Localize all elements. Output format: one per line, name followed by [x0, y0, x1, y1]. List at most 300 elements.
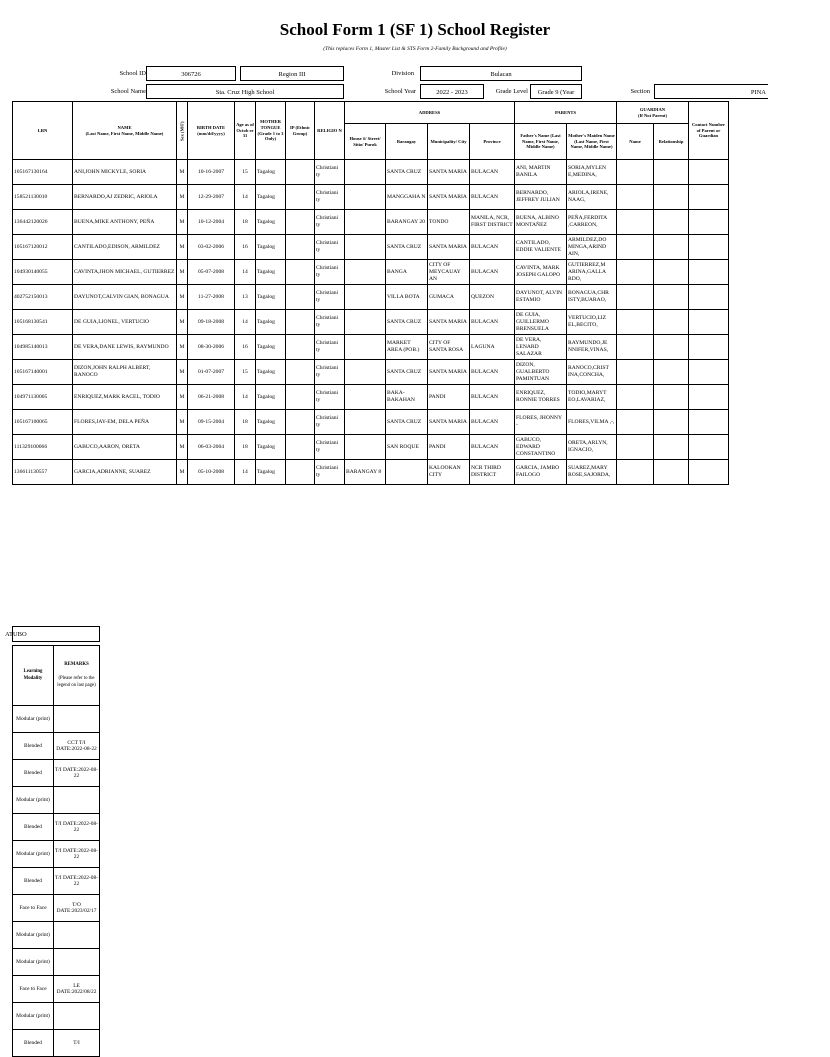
cell-name: DIZON,JOHN RALPH ALBERT, RANOCO	[73, 360, 177, 385]
cell-father: BERNARDO, JEFFREY JULIAN	[515, 185, 567, 210]
cell-tongue: Tagalog	[256, 360, 286, 385]
cell-father: GABUCO, EDWARD CONSTANTINO	[515, 435, 567, 460]
cell-birth: 11-27-2008	[188, 285, 235, 310]
cell-municipality: TONDO	[428, 210, 470, 235]
cell-remarks	[54, 1003, 100, 1030]
cell-age: 15	[235, 360, 256, 385]
cell-religion: Christiani ty	[315, 410, 345, 435]
cell-rel	[654, 335, 689, 360]
cell-father: ANI, MARTIN BANILA	[515, 160, 567, 185]
cell-religion: Christiani ty	[315, 310, 345, 335]
cell-remarks	[54, 787, 100, 814]
cell-rel	[654, 160, 689, 185]
cell-modality: Modular (print)	[13, 949, 54, 976]
cell-barangay: MANGGAHA N	[386, 185, 428, 210]
cell-lrn: 104985140013	[13, 335, 73, 360]
school-name-field: Sta. Cruz High School	[146, 84, 344, 99]
cell-lrn: 111329100066	[13, 435, 73, 460]
sex-header: Sex (M/F)	[177, 102, 188, 160]
cell-rel	[654, 210, 689, 235]
remarks-row	[13, 1003, 100, 1030]
cell-province: BULACAN	[470, 185, 515, 210]
cell-province: BULACAN	[470, 160, 515, 185]
cell-gname	[617, 335, 654, 360]
section-continuation: ATUBO	[12, 626, 100, 642]
cell-name: ANI,JOHN MICKYLE, SORIA	[73, 160, 177, 185]
cell-mother: GUTIERREZ,M ARINA,GALLA RDO,	[567, 260, 617, 285]
contact-header: Contact Number of Parent or Guardian	[689, 102, 729, 160]
region-field: Region III	[240, 66, 344, 81]
cell-mother: SUAREZ,MARY ROSE,SAJORDA,	[567, 460, 617, 485]
cell-municipality: CITY OF MEYCAUAY AN	[428, 260, 470, 285]
cell-sex: M	[177, 185, 188, 210]
remarks-row	[13, 949, 100, 976]
cell-municipality: SANTA MARIA	[428, 310, 470, 335]
table-row	[13, 410, 729, 435]
cell-name: BERNARDO,AJ ZEDRIC, ARIOLA	[73, 185, 177, 210]
cell-barangay: BARANGAY 20	[386, 210, 428, 235]
cell-province: QUEZON	[470, 285, 515, 310]
school-name-label: School Name	[110, 88, 146, 95]
cell-age: 16	[235, 335, 256, 360]
cell-contact	[689, 435, 729, 460]
cell-mother: TODIO,MARYT EO,LAVARIAZ,	[567, 385, 617, 410]
cell-father: ENRIQUEZ, RONNIE TORRES	[515, 385, 567, 410]
cell-modality: Blended	[13, 1030, 54, 1057]
cell-tongue: Tagalog	[256, 435, 286, 460]
cell-municipality: SANTA MARIA	[428, 160, 470, 185]
cell-ip	[286, 285, 315, 310]
cell-municipality: CITY OF SANTA ROSA	[428, 335, 470, 360]
cell-modality: Modular (print)	[13, 841, 54, 868]
cell-name: DAYUNOT,CALVIN GIAN, BONAGUA	[73, 285, 177, 310]
cell-contact	[689, 210, 729, 235]
modality-header: Learning Modality	[13, 646, 54, 706]
cell-modality: Blended	[13, 868, 54, 895]
cell-rel	[654, 260, 689, 285]
guardian-name-header: Name	[617, 124, 654, 160]
cell-barangay: SAN ROQUE	[386, 435, 428, 460]
cell-modality: Face to Face	[13, 976, 54, 1003]
cell-father: CAVINTA, MARK JOSEPH GALOPO	[515, 260, 567, 285]
cell-tongue: Tagalog	[256, 210, 286, 235]
cell-ip	[286, 235, 315, 260]
cell-mother: VERTUCIO,LIZ EL,BECITO,	[567, 310, 617, 335]
age-header: Age as of Octob er 31	[235, 102, 256, 160]
cell-religion: Christiani ty	[315, 335, 345, 360]
form-title: School Form 1 (SF 1) School Register	[279, 20, 551, 39]
cell-remarks: LE DATE:2022/08/22	[54, 976, 100, 1003]
cell-religion: Christiani ty	[315, 260, 345, 285]
cell-rel	[654, 410, 689, 435]
cell-remarks	[54, 706, 100, 733]
cell-age: 14	[235, 310, 256, 335]
cell-mother: BONAGUA,CHR ISTY,BUARAO,	[567, 285, 617, 310]
cell-birth: 05-10-2008	[188, 460, 235, 485]
cell-modality: Modular (print)	[13, 706, 54, 733]
cell-rel	[654, 285, 689, 310]
cell-ip	[286, 360, 315, 385]
cell-sex: M	[177, 285, 188, 310]
cell-barangay: BANGA	[386, 260, 428, 285]
cell-modality: Modular (print)	[13, 1003, 54, 1030]
cell-father: DE GUIA, GUILLERMO BRENSUELA	[515, 310, 567, 335]
table-row	[13, 160, 729, 185]
cell-gname	[617, 410, 654, 435]
cell-ip	[286, 460, 315, 485]
cell-religion: Christiani ty	[315, 460, 345, 485]
cell-ip	[286, 210, 315, 235]
cell-rel	[654, 310, 689, 335]
cell-name: DE VERA,DANE LEWIS, RAYMUNDO	[73, 335, 177, 360]
cell-house	[345, 360, 386, 385]
cell-sex: M	[177, 235, 188, 260]
cell-name: FLORES,JAY-EM, DELA PEÑA	[73, 410, 177, 435]
table-row	[13, 335, 729, 360]
cell-contact	[689, 335, 729, 360]
cell-remarks: T/I DATE:2022-08-22	[54, 814, 100, 841]
cell-house	[345, 235, 386, 260]
cell-barangay	[386, 460, 428, 485]
cell-gname	[617, 285, 654, 310]
cell-lrn: 104971130005	[13, 385, 73, 410]
cell-ip	[286, 160, 315, 185]
cell-contact	[689, 260, 729, 285]
cell-name: DE GUIA,LIONEL, VERTUCIO	[73, 310, 177, 335]
register-table	[12, 101, 729, 485]
cell-father: BUENA, ALBINO MONTAÑEZ	[515, 210, 567, 235]
cell-sex: M	[177, 310, 188, 335]
cell-house	[345, 160, 386, 185]
cell-sex: M	[177, 335, 188, 360]
cell-tongue: Tagalog	[256, 335, 286, 360]
cell-age: 13	[235, 285, 256, 310]
cell-age: 18	[235, 410, 256, 435]
cell-contact	[689, 410, 729, 435]
province-header: Province	[470, 124, 515, 160]
cell-religion: Christiani ty	[315, 235, 345, 260]
cell-father: FLORES, JHONNY -	[515, 410, 567, 435]
cell-birth: 03-02-2006	[188, 235, 235, 260]
section-field: PINA	[654, 84, 768, 99]
cell-house	[345, 285, 386, 310]
cell-barangay: MARKET AREA (POB.)	[386, 335, 428, 360]
guardian-header: GUARDIAN (If Not Parent)	[617, 102, 689, 124]
cell-gname	[617, 235, 654, 260]
municipality-header: Municipality/ City	[428, 124, 470, 160]
section-label: Section	[630, 88, 650, 95]
cell-mother: ORETA,ARLYN, IGNACIO,	[567, 435, 617, 460]
cell-sex: M	[177, 360, 188, 385]
cell-contact	[689, 310, 729, 335]
cell-province: BULACAN	[470, 360, 515, 385]
cell-gname	[617, 185, 654, 210]
cell-tongue: Tagalog	[256, 260, 286, 285]
name-header: NAME (Last Name, First Name, Middle Name)	[73, 102, 177, 160]
cell-house: BARANGAY 8	[345, 460, 386, 485]
cell-ip	[286, 260, 315, 285]
cell-house	[345, 185, 386, 210]
cell-birth: 12-29-2007	[188, 185, 235, 210]
table-row	[13, 260, 729, 285]
cell-contact	[689, 360, 729, 385]
cell-age: 14	[235, 185, 256, 210]
cell-house	[345, 260, 386, 285]
cell-remarks: T/O DATE:2023/02/17	[54, 895, 100, 922]
cell-municipality: SANTA MARIA	[428, 185, 470, 210]
cell-municipality: KALOOKAN CITY	[428, 460, 470, 485]
parents-header: PARENTS	[515, 102, 617, 124]
cell-birth: 05-07-2008	[188, 260, 235, 285]
cell-age: 14	[235, 460, 256, 485]
lrn-header: LRN	[13, 102, 73, 160]
remarks-row	[13, 841, 100, 868]
table-row	[13, 385, 729, 410]
cell-birth: 01-07-2007	[188, 360, 235, 385]
cell-province: LAGUNA	[470, 335, 515, 360]
cell-lrn: 105167100065	[13, 410, 73, 435]
cell-barangay: SANTA CRUZ	[386, 360, 428, 385]
cell-lrn: 105167120012	[13, 235, 73, 260]
cell-tongue: Tagalog	[256, 460, 286, 485]
cell-tongue: Tagalog	[256, 235, 286, 260]
cell-religion: Christiani ty	[315, 160, 345, 185]
remarks-table	[12, 645, 100, 1057]
cell-tongue: Tagalog	[256, 410, 286, 435]
cell-barangay: SANTA CRUZ	[386, 235, 428, 260]
cell-remarks: T/I DATE:2022-08-22	[54, 760, 100, 787]
table-row	[13, 360, 729, 385]
cell-age: 14	[235, 385, 256, 410]
cell-lrn: 104930140055	[13, 260, 73, 285]
cell-province: BULACAN	[470, 260, 515, 285]
remarks-row	[13, 814, 100, 841]
cell-province: BULACAN	[470, 385, 515, 410]
remarks-header: REMARKS (Please refer to the legend on last page)	[54, 646, 100, 706]
cell-mother: ARMILDEZ,DO MINGA,ARIND AIN,	[567, 235, 617, 260]
cell-rel	[654, 435, 689, 460]
cell-sex: M	[177, 460, 188, 485]
address-header: ADDRESS	[345, 102, 515, 124]
cell-father: CANTILADO, EDDIE VALIENTE	[515, 235, 567, 260]
cell-lrn: 136611130557	[13, 460, 73, 485]
cell-gname	[617, 260, 654, 285]
cell-gname	[617, 435, 654, 460]
cell-tongue: Tagalog	[256, 160, 286, 185]
remarks-row	[13, 706, 100, 733]
table-row	[13, 435, 729, 460]
cell-ip	[286, 310, 315, 335]
cell-religion: Christiani ty	[315, 285, 345, 310]
cell-house	[345, 385, 386, 410]
cell-tongue: Tagalog	[256, 385, 286, 410]
cell-tongue: Tagalog	[256, 310, 286, 335]
cell-barangay: BAKA-BAKAHAN	[386, 385, 428, 410]
cell-remarks	[54, 922, 100, 949]
cell-religion: Christiani ty	[315, 185, 345, 210]
remarks-row	[13, 895, 100, 922]
division-label: Division	[391, 70, 414, 77]
cell-contact	[689, 385, 729, 410]
cell-birth: 10-16-2007	[188, 160, 235, 185]
cell-house	[345, 310, 386, 335]
cell-gname	[617, 460, 654, 485]
cell-name: BUENA,MIKE ANTHONY, PEÑA	[73, 210, 177, 235]
cell-ip	[286, 335, 315, 360]
remarks-row	[13, 976, 100, 1003]
cell-contact	[689, 285, 729, 310]
cell-modality: Face to Face	[13, 895, 54, 922]
school-year-field: 2022 - 2023	[420, 84, 484, 99]
cell-province: BULACAN	[470, 235, 515, 260]
cell-name: CAVINTA,JHON MICHAEL, GUTIERREZ	[73, 260, 177, 285]
cell-rel	[654, 235, 689, 260]
remarks-row	[13, 787, 100, 814]
cell-contact	[689, 160, 729, 185]
cell-religion: Christiani ty	[315, 210, 345, 235]
ip-header: IP (Ethnic Group)	[286, 102, 315, 160]
cell-lrn: 402752150013	[13, 285, 73, 310]
cell-lrn: 158521130010	[13, 185, 73, 210]
grade-level-label: Grade Level	[495, 88, 528, 95]
school-id-label: School ID	[119, 70, 146, 77]
cell-barangay: VILLA BOTA	[386, 285, 428, 310]
cell-birth: 09-15-2004	[188, 410, 235, 435]
cell-remarks: CCT T/I DATE:2022-08-22	[54, 733, 100, 760]
remarks-row	[13, 733, 100, 760]
cell-mother: SORIA,MYLEN E,MEDINA,	[567, 160, 617, 185]
table-row	[13, 460, 729, 485]
form-subtitle: (This replaces Form 1, Master List & STS Form 2-Family Background and Profile)	[323, 46, 507, 52]
cell-province: NCR THIRD DISTRICT	[470, 460, 515, 485]
mother-header: Mother's Maiden Name (Last Name, First Name, Middle Name)	[567, 124, 617, 160]
relationship-header: Relationship	[654, 124, 689, 160]
cell-rel	[654, 360, 689, 385]
cell-province: BULACAN	[470, 410, 515, 435]
cell-name: GABUCO,AARON, ORETA	[73, 435, 177, 460]
cell-modality: Blended	[13, 733, 54, 760]
cell-father: DAYUNOT, ALVIN ESTAMIO	[515, 285, 567, 310]
cell-father: DIZON, GUALBERTO PAMINTUAN	[515, 360, 567, 385]
cell-modality: Modular (print)	[13, 787, 54, 814]
remarks-row	[13, 760, 100, 787]
cell-modality: Blended	[13, 760, 54, 787]
cell-house	[345, 435, 386, 460]
cell-barangay: SANTA CRUZ	[386, 160, 428, 185]
cell-municipality: SANTA MARIA	[428, 360, 470, 385]
cell-barangay: SANTA CRUZ	[386, 410, 428, 435]
table-row	[13, 285, 729, 310]
birth-header: BIRTH DATE (mm/dd/yyyy)	[188, 102, 235, 160]
cell-lrn: 105168130541	[13, 310, 73, 335]
tongue-header: MOTHER TONGUE (Grade 1 to 3 Only)	[256, 102, 286, 160]
cell-remarks	[54, 949, 100, 976]
father-header: Father's Name (Last Name, First Name, Middle Name)	[515, 124, 567, 160]
cell-sex: M	[177, 435, 188, 460]
cell-birth: 08-30-2006	[188, 335, 235, 360]
cell-birth: 06-21-2008	[188, 385, 235, 410]
cell-gname	[617, 385, 654, 410]
cell-rel	[654, 185, 689, 210]
cell-ip	[286, 385, 315, 410]
cell-gname	[617, 160, 654, 185]
cell-mother: RANOCO,CRIST INA,CONCHA,	[567, 360, 617, 385]
cell-father: GARCIA, JAMBO FAILOGO	[515, 460, 567, 485]
cell-name: GARCIA,ADRIANNE, SUAREZ	[73, 460, 177, 485]
cell-ip	[286, 435, 315, 460]
cell-religion: Christiani ty	[315, 360, 345, 385]
cell-age: 18	[235, 210, 256, 235]
cell-birth: 10-12-2004	[188, 210, 235, 235]
cell-tongue: Tagalog	[256, 285, 286, 310]
cell-age: 18	[235, 435, 256, 460]
cell-contact	[689, 185, 729, 210]
cell-gname	[617, 310, 654, 335]
cell-barangay: SANTA CRUZ	[386, 310, 428, 335]
cell-sex: M	[177, 260, 188, 285]
cell-house	[345, 210, 386, 235]
cell-sex: M	[177, 210, 188, 235]
cell-remarks: T/I	[54, 1030, 100, 1057]
school-id-field: 306726	[146, 66, 236, 81]
cell-municipality: SANTA MARIA	[428, 410, 470, 435]
division-field: Bulacan	[420, 66, 582, 81]
cell-lrn: 105167140001	[13, 360, 73, 385]
cell-contact	[689, 460, 729, 485]
table-row	[13, 185, 729, 210]
cell-province: BULACAN	[470, 310, 515, 335]
barangay-header: Barangay	[386, 124, 428, 160]
cell-modality: Blended	[13, 814, 54, 841]
school-year-label: School Year	[384, 88, 416, 95]
cell-rel	[654, 460, 689, 485]
cell-birth: 09-18-2008	[188, 310, 235, 335]
cell-age: 14	[235, 260, 256, 285]
cell-gname	[617, 360, 654, 385]
cell-house	[345, 410, 386, 435]
cell-modality: Modular (print)	[13, 922, 54, 949]
cell-tongue: Tagalog	[256, 185, 286, 210]
table-row	[13, 310, 729, 335]
cell-lrn: 105167130164	[13, 160, 73, 185]
cell-sex: M	[177, 385, 188, 410]
cell-mother: ARIOLA,IRENE, NAAG,	[567, 185, 617, 210]
remarks-row	[13, 1030, 100, 1057]
cell-sex: M	[177, 160, 188, 185]
cell-municipality: SANTA MARIA	[428, 235, 470, 260]
cell-birth: 06-03-2004	[188, 435, 235, 460]
table-row	[13, 235, 729, 260]
religion-header: RELIGIO N	[315, 102, 345, 160]
cell-gname	[617, 210, 654, 235]
cell-remarks: T/I DATE:2022-08-22	[54, 841, 100, 868]
cell-mother: RAYMUNDO,JE NNIFER,VINAS,	[567, 335, 617, 360]
cell-mother: FLORES,VILMA ,-,	[567, 410, 617, 435]
remarks-row	[13, 868, 100, 895]
cell-mother: PEÑA,FERDITA ,CARREON,	[567, 210, 617, 235]
cell-ip	[286, 410, 315, 435]
cell-name: CANTILADO,EDISON, ARMILDEZ	[73, 235, 177, 260]
cell-age: 15	[235, 160, 256, 185]
cell-municipality: PANDI	[428, 435, 470, 460]
cell-province: MANILA, NCR, FIRST DISTRICT	[470, 210, 515, 235]
remarks-row	[13, 922, 100, 949]
cell-ip	[286, 185, 315, 210]
cell-house	[345, 335, 386, 360]
cell-name: ENRIQUEZ,MARK RACEL, TODIO	[73, 385, 177, 410]
cell-province: BULACAN	[470, 435, 515, 460]
house-header: House #/ Street/ Sitio/ Purok	[345, 124, 386, 160]
